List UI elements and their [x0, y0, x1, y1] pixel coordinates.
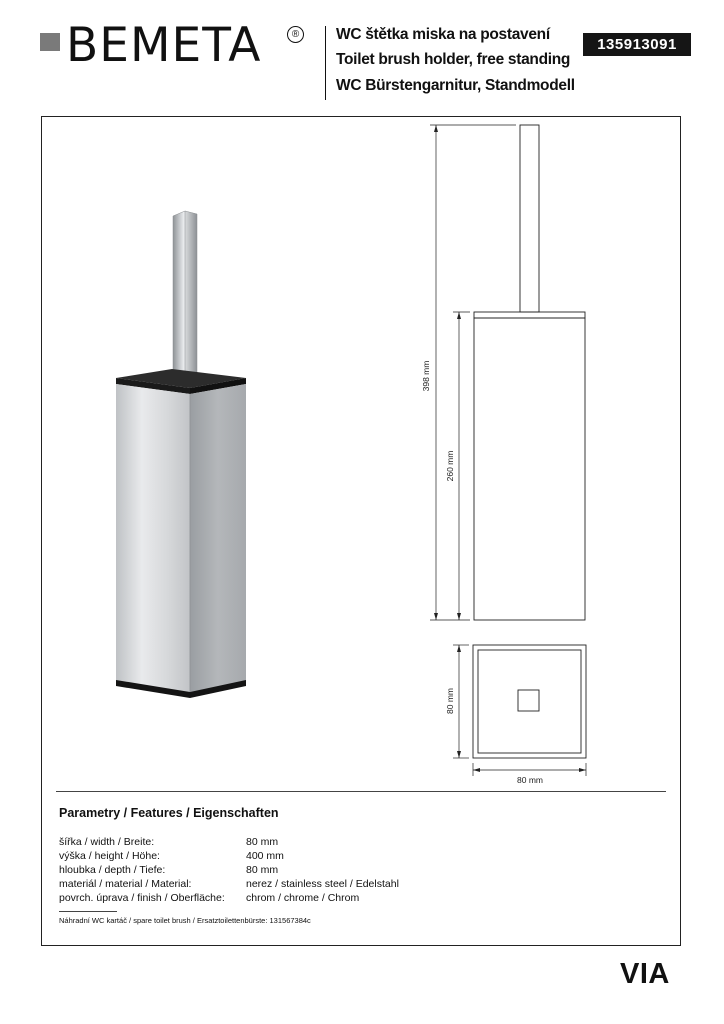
spec-row-material — [59, 878, 659, 892]
spec-value: chrom / chrome / Chrom — [246, 892, 360, 904]
spec-label: hloubka / depth / Tiefe: — [59, 864, 166, 876]
front-elevation — [474, 125, 585, 620]
title-german: WC Bürstengarnitur, Standmodell — [336, 77, 575, 94]
spec-row-width — [59, 836, 659, 850]
spec-label: materiál / material / Material: — [59, 878, 192, 890]
features-divider — [56, 791, 666, 792]
spec-value: 80 mm — [246, 836, 279, 848]
dimension-lines — [430, 125, 586, 776]
spec-label: šířka / width / Breite: — [59, 836, 155, 848]
dimension-arrows — [434, 125, 586, 772]
top-view — [473, 645, 586, 758]
product-code-badge: 135913091 — [583, 33, 691, 56]
features-title: Parametry / Features / Eigenschaften — [59, 806, 279, 820]
spec-value: 80 mm — [246, 864, 279, 876]
spec-label: povrch. úprava / finish / Oberfläche: — [59, 892, 225, 904]
series-name: VIA — [620, 958, 670, 990]
spec-row-height — [59, 850, 659, 864]
registered-mark: ® — [287, 26, 304, 43]
dim-body-height-label: 260 mm — [445, 450, 455, 482]
dim-depth-label: 80 mm — [445, 688, 455, 714]
title-czech: WC štětka miska na postavení — [336, 26, 550, 43]
brand-logo: BEMETA — [66, 18, 262, 73]
spec-label: výška / height / Höhe: — [59, 850, 160, 862]
product-photo — [116, 211, 246, 698]
spec-row-finish — [59, 892, 659, 906]
dim-width-label: 80 mm — [517, 775, 543, 785]
title-english: Toilet brush holder, free standing — [336, 51, 571, 68]
spec-value: nerez / stainless steel / Edelstahl — [246, 878, 399, 890]
spec-row-depth — [59, 864, 659, 878]
spare-part-footnote: Náhradní WC kartáč / spare toilet brush / Ersatztoilettenbürste: 131567384c — [59, 916, 311, 925]
footnote-divider — [59, 911, 117, 912]
dim-total-height-label: 398 mm — [421, 360, 431, 392]
spec-value: 400 mm — [246, 850, 284, 862]
